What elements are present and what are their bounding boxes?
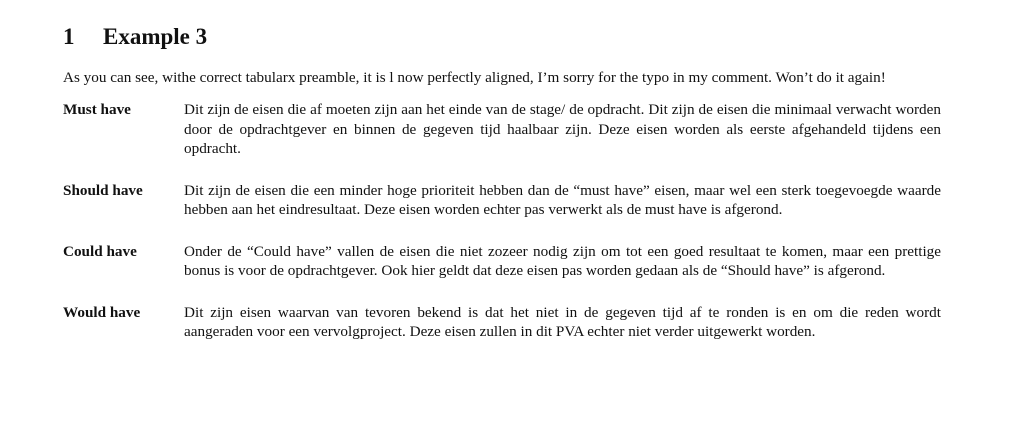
- requirement-row-would-have: [63, 303, 941, 342]
- section-heading: [63, 22, 941, 52]
- requirement-row-should-have: [63, 181, 941, 220]
- requirement-label: Should have: [63, 181, 143, 199]
- document-page: [63, 22, 941, 342]
- requirement-label: Must have: [63, 101, 131, 118]
- requirements-table: [63, 100, 941, 342]
- requirement-row-must-have: [63, 100, 941, 159]
- requirement-label: Would have: [63, 303, 141, 321]
- intro-paragraph: As you can see, withe correct tabularx preamble, it is l now perfectly aligned, I’m sorry for the typo in my comment. Won’t do it again!: [63, 69, 886, 86]
- requirement-description: Dit zijn de eisen die af moeten zijn aan het einde van de stage/ de opdracht. Dit zijn de eisen die minimaal verwacht worden door de opdrachtgever en binnen de gegeven tijd haalbaar zijn. Deze eisen worden als eerste afgehandeld tijdens een opdracht.: [184, 101, 941, 157]
- requirement-description: Onder de “Could have” vallen de eisen die niet zozeer nodig zijn om tot een goed resultaat te komen, maar een prettige bonus is voor de opdrachtgever. Ook hier geldt dat deze eisen pas worden gedaan als de “Should have” is afgerond.: [184, 242, 941, 279]
- requirement-row-could-have: [63, 242, 941, 281]
- requirement-description: Dit zijn de eisen die een minder hoge prioriteit hebben dan de “must have” eisen, maar wel een sterk toegevoegde waarde hebben aan het eindresultaat. Deze eisen worden echter pas verwerkt als de must have is afgerond.: [184, 181, 941, 218]
- requirement-description: Dit zijn eisen waarvan van tevoren bekend is dat het niet in de gegeven tijd af te ronden is en om die reden wordt aangeraden voor een vervolgproject. Deze eisen zullen in dit PVA echter niet verder uitgewerkt worden.: [184, 303, 941, 340]
- section-number: 1: [63, 24, 75, 49]
- section-title: Example 3: [103, 24, 208, 49]
- requirement-label: Could have: [63, 242, 137, 260]
